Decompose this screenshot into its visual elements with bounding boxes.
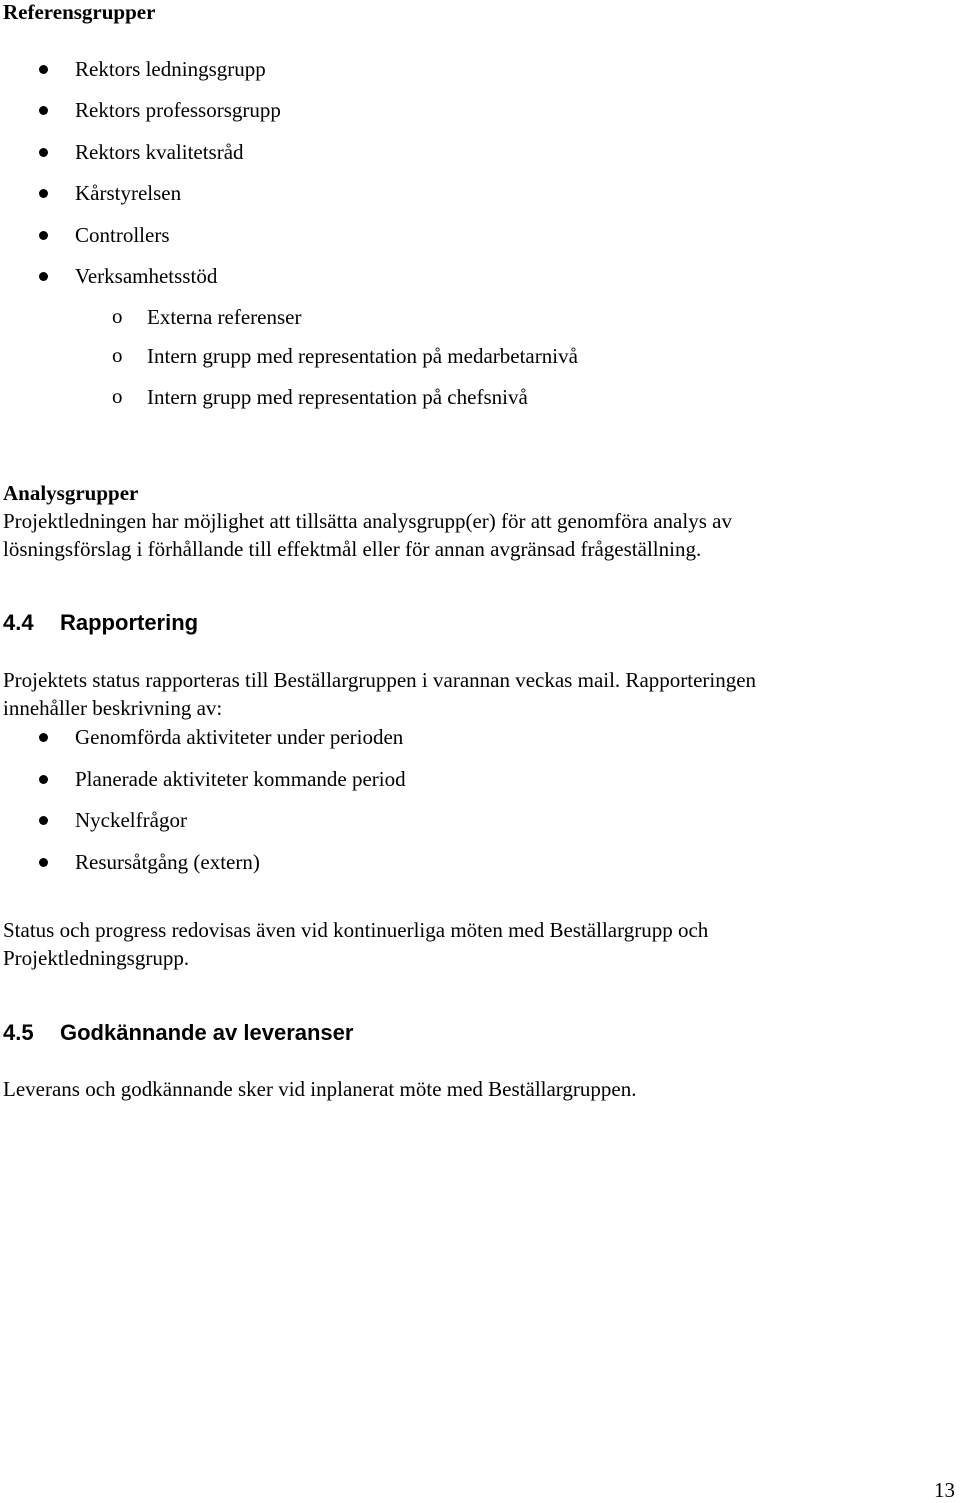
list-item: Kårstyrelsen (75, 181, 182, 205)
list-item: Genomförda aktiviteter under perioden (75, 725, 404, 749)
list-item: Rektors professorsgrupp (75, 98, 281, 122)
section-number: 4.5 (3, 1020, 34, 1045)
list-item: Nyckelfrågor (75, 808, 187, 832)
bullet-icon (39, 858, 48, 867)
bullet-icon (39, 106, 48, 115)
bullet-icon (39, 775, 48, 784)
section-title: Rapportering (60, 610, 199, 635)
bullet-icon (39, 65, 48, 74)
analys-paragraph-line: lösningsförslag i förhållande till effektmål eller för annan avgränsad frågeställning. (3, 537, 702, 561)
list-item: Verksamhetsstöd (75, 264, 218, 288)
list-item: Rektors ledningsgrupp (75, 57, 266, 81)
sub-list-item: Intern grupp med representation på medarbetarnivå (147, 344, 578, 368)
sub-bullet-icon: o (112, 343, 123, 367)
list-item: Controllers (75, 223, 170, 247)
godkannande-paragraph: Leverans och godkännande sker vid inplanerat möte med Beställargruppen. (3, 1077, 637, 1101)
rapportering-paragraph-line: Projektets status rapporteras till Beställargruppen i varannan veckas mail. Rapporteringen (3, 668, 757, 692)
rapportering-paragraph-line: innehåller beskrivning av: (3, 696, 223, 720)
section-title: Godkännande av leveranser (60, 1020, 354, 1045)
list-item: Resursåtgång (extern) (75, 850, 260, 874)
bullet-icon (39, 816, 48, 825)
bullet-icon (39, 148, 48, 157)
sub-bullet-icon: o (112, 304, 123, 328)
sub-list-item: Externa referenser (147, 305, 302, 329)
status-paragraph-line: Projektledningsgrupp. (3, 946, 190, 970)
status-paragraph-line: Status och progress redovisas även vid kontinuerliga möten med Beställargrupp och (3, 918, 709, 942)
analysgrupper-heading: Analysgrupper (3, 481, 139, 505)
list-item: Rektors kvalitetsråd (75, 140, 244, 164)
section-number: 4.4 (3, 610, 34, 635)
analys-paragraph-line: Projektledningen har möjlighet att tillsätta analysgrupp(er) för att genomföra analys av (3, 509, 732, 533)
bullet-icon (39, 733, 48, 742)
sub-bullet-icon: o (112, 384, 123, 408)
bullet-icon (39, 189, 48, 198)
bullet-icon (39, 231, 48, 240)
list-item: Planerade aktiviteter kommande period (75, 767, 406, 791)
referensgrupper-heading: Referensgrupper (3, 0, 156, 24)
sub-list-item: Intern grupp med representation på chefsnivå (147, 385, 528, 409)
bullet-icon (39, 272, 48, 281)
page-number: 13 (934, 1478, 955, 1502)
